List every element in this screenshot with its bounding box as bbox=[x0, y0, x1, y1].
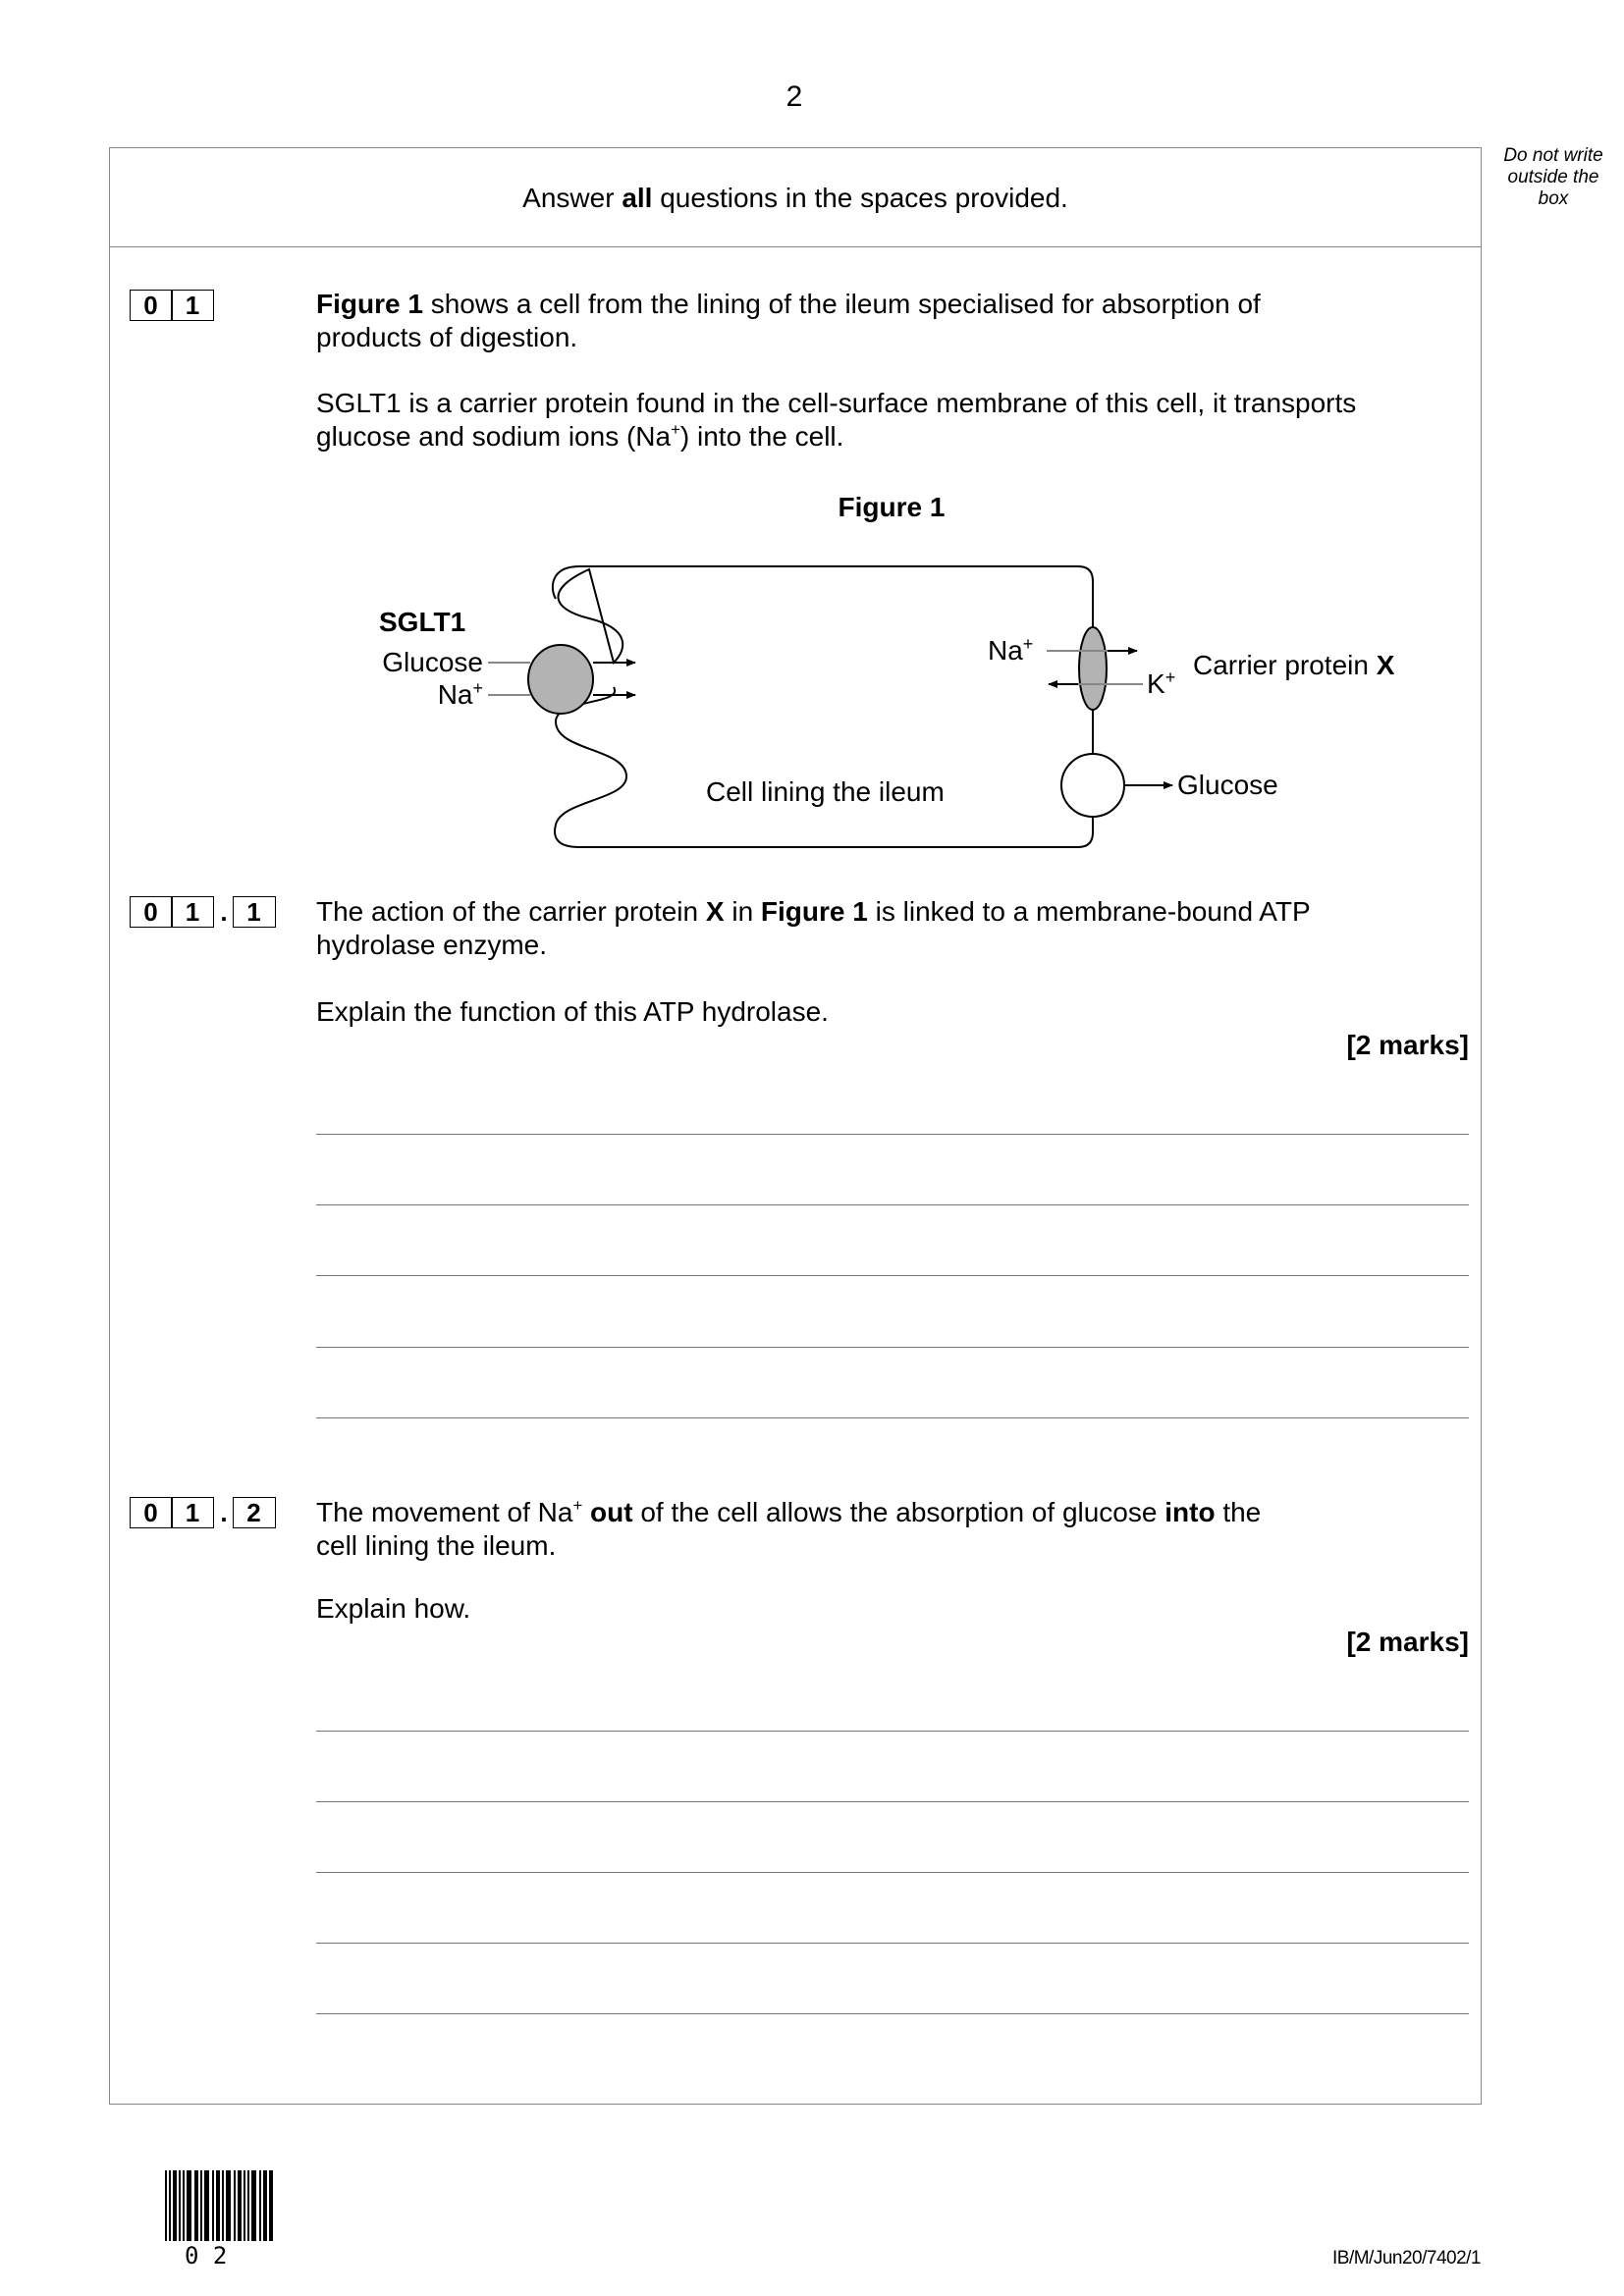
figure-title: Figure 1 bbox=[838, 492, 946, 522]
q01-1-text-line: hydrolase enzyme. bbox=[316, 930, 548, 960]
q01-2-text-line: cell lining the ileum. bbox=[316, 1530, 557, 1561]
digit-box: 1 bbox=[233, 896, 276, 928]
digit-box: 0 bbox=[130, 290, 173, 321]
question-number-01-2 bbox=[131, 1497, 276, 1528]
answer-line[interactable] bbox=[316, 1347, 1469, 1348]
answer-line[interactable] bbox=[316, 1943, 1469, 1944]
answer-line[interactable] bbox=[316, 1134, 1469, 1135]
answer-line[interactable] bbox=[316, 2013, 1469, 2014]
q01-2-text-line: The movement of Na+ out of the cell allows the absorption of glucose into the bbox=[316, 1496, 1262, 1527]
digit-box: 1 bbox=[171, 1497, 214, 1528]
glucose-in-label: Glucose bbox=[382, 647, 483, 677]
barcode-icon bbox=[165, 2170, 275, 2241]
answer-line[interactable] bbox=[316, 1204, 1469, 1205]
q01-1-text-line: The action of the carrier protein X in Figure 1 is linked to a membrane-bound ATP bbox=[316, 896, 1311, 927]
barcode-number: 0 2 bbox=[185, 2242, 228, 2269]
digit-box: 1 bbox=[171, 290, 214, 321]
digit-box: 0 bbox=[130, 1497, 173, 1528]
margin-note-line: Do not write bbox=[1503, 145, 1603, 166]
cell-label: Cell lining the ileum bbox=[706, 776, 945, 807]
digit-box: 1 bbox=[171, 896, 214, 928]
margin-note-line: box bbox=[1538, 188, 1569, 209]
q01-2-marks: [2 marks] bbox=[1346, 1627, 1469, 1657]
answer-line[interactable] bbox=[316, 1872, 1469, 1873]
q01-1-marks: [2 marks] bbox=[1346, 1030, 1469, 1060]
q01-text-line: Figure 1 shows a cell from the lining of the ileum specialised for absorption of bbox=[316, 289, 1261, 319]
q01-text-line: SGLT1 is a carrier protein found in the cell-surface membrane of this cell, it transports bbox=[316, 388, 1357, 418]
dot: . bbox=[220, 1497, 228, 1527]
sglt1-label: SGLT1 bbox=[379, 607, 466, 637]
glucose-transporter-icon bbox=[1061, 754, 1124, 817]
margin-note-line: outside the bbox=[1507, 167, 1599, 187]
q01-2-instruction: Explain how. bbox=[316, 1593, 471, 1624]
instructions-header: Answer all questions in the spaces provided. bbox=[522, 183, 1068, 213]
q01-1-instruction: Explain the function of this ATP hydrolase. bbox=[316, 996, 829, 1027]
figure-1-diagram bbox=[0, 0, 1624, 883]
paper-code: IB/M/Jun20/7402/1 bbox=[1332, 2248, 1481, 2269]
carrier-protein-x-label: Carrier protein X bbox=[1193, 650, 1395, 680]
question-number-01-1 bbox=[131, 896, 276, 928]
glucose-out-label: Glucose bbox=[1177, 770, 1278, 800]
answer-line[interactable] bbox=[316, 1417, 1469, 1418]
answer-line[interactable] bbox=[316, 1801, 1469, 1802]
answer-line[interactable] bbox=[316, 1731, 1469, 1732]
k-in-label: K+ bbox=[1147, 667, 1176, 699]
q01-text-line: glucose and sodium ions (Na+) into the cell. bbox=[316, 420, 844, 452]
answer-line[interactable] bbox=[316, 1275, 1469, 1276]
sglt1-protein-icon bbox=[528, 645, 593, 714]
digit-box: 2 bbox=[233, 1497, 276, 1528]
na-in-label: Na+ bbox=[437, 678, 483, 710]
digit-box: 0 bbox=[130, 896, 173, 928]
carrier-protein-x-icon bbox=[1079, 627, 1107, 710]
q01-text-line: products of digestion. bbox=[316, 322, 578, 352]
dot: . bbox=[220, 896, 228, 927]
na-out-label: Na+ bbox=[988, 634, 1034, 666]
page-number: 2 bbox=[785, 80, 803, 113]
